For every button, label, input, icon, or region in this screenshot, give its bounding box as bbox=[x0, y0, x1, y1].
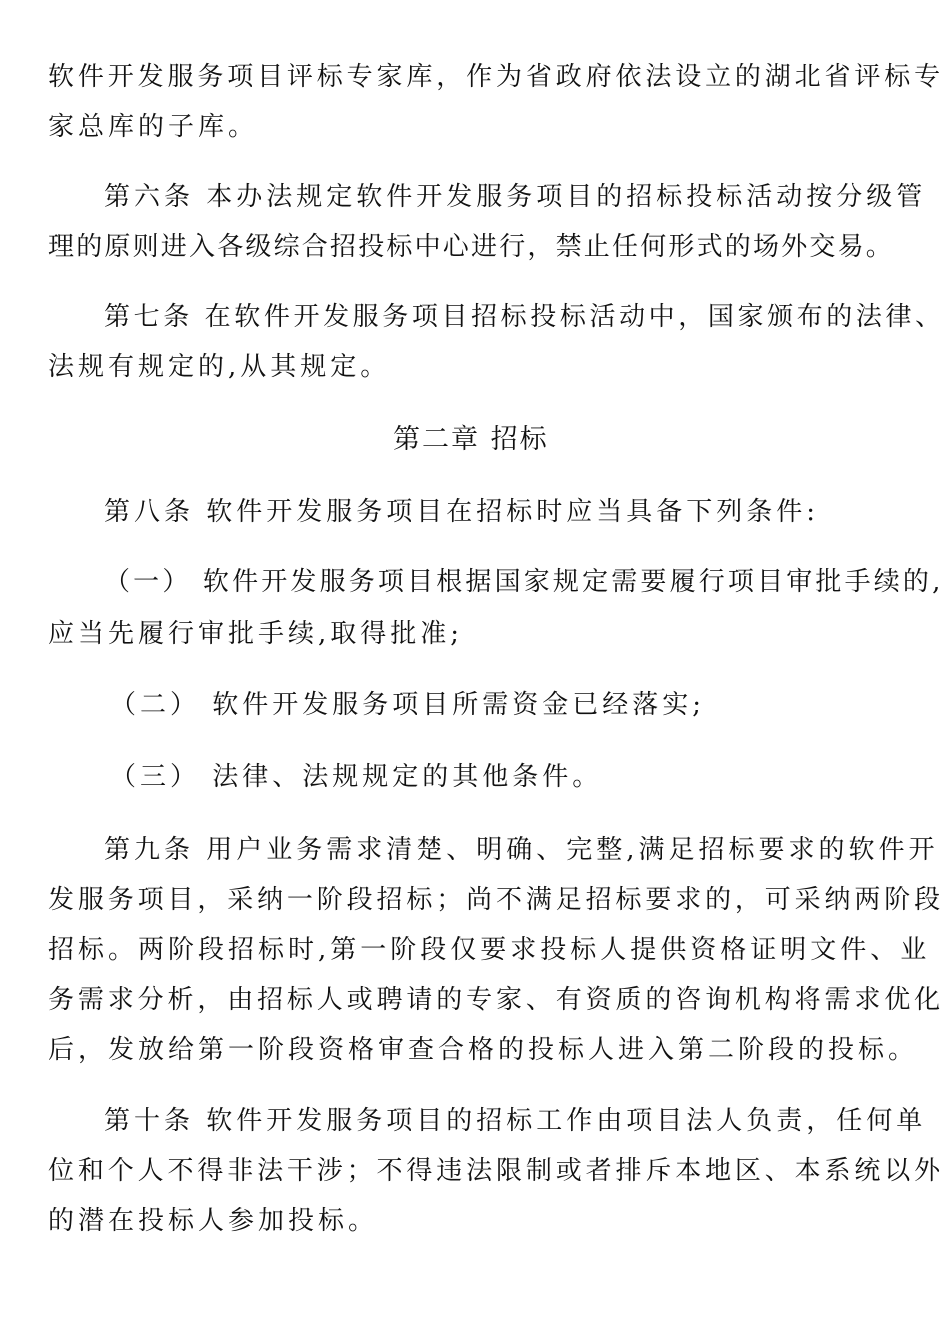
paragraph-line: 软件开发服务项目评标专家库，作为省政府依法设立的湖北省评标专 bbox=[48, 62, 945, 92]
chapter-heading: 第二章 招标 bbox=[393, 424, 549, 455]
article-10-line: 位和个人不得非法干涉；不得违法限制或者排斥本地区、本系统以外 bbox=[48, 1156, 945, 1186]
item-2-line: （二） 软件开发服务项目所需资金已经落实; bbox=[110, 690, 706, 720]
article-7-line: 法规有规定的,从其规定。 bbox=[48, 352, 391, 382]
article-9-line: 后，发放给第一阶段资格审查合格的投标人进入第二阶段的投标。 bbox=[48, 1035, 919, 1065]
item-1-line: （一） 软件开发服务项目根据国家规定需要履行项目审批手续的, bbox=[104, 567, 944, 597]
item-1-line: 应当先履行审批手续,取得批准; bbox=[48, 619, 464, 649]
article-9-line: 招标。两阶段招标时,第一阶段仅要求投标人提供资格证明文件、业 bbox=[48, 935, 931, 965]
article-9-line: 第九条 用户业务需求清楚、明确、完整,满足招标要求的软件开 bbox=[104, 835, 939, 865]
article-8-line: 第八条 软件开发服务项目在招标时应当具备下列条件: bbox=[104, 497, 820, 527]
article-6-line: 理的原则进入各级综合招投标中心进行，禁止任何形式的场外交易。 bbox=[48, 232, 895, 262]
article-10-line: 第十条 软件开发服务项目的招标工作由项目法人负责，任何单 bbox=[104, 1106, 927, 1136]
item-3-line: （三） 法律、法规规定的其他条件。 bbox=[110, 762, 603, 792]
article-6-line: 第六条 本办法规定软件开发服务项目的招标投标活动按分级管 bbox=[104, 182, 927, 212]
paragraph-line: 家总库的子库。 bbox=[48, 112, 259, 142]
article-9-line: 务需求分析，由招标人或聘请的专家、有资质的咨询机构将需求优化 bbox=[48, 985, 945, 1015]
article-10-line: 的潜在投标人参加投标。 bbox=[48, 1206, 379, 1236]
article-7-line: 第七条 在软件开发服务项目招标投标活动中，国家颁布的法律、 bbox=[104, 302, 945, 332]
article-9-line: 发服务项目，采纳一阶段招标；尚不满足招标要求的，可采纳两阶段 bbox=[48, 885, 945, 915]
